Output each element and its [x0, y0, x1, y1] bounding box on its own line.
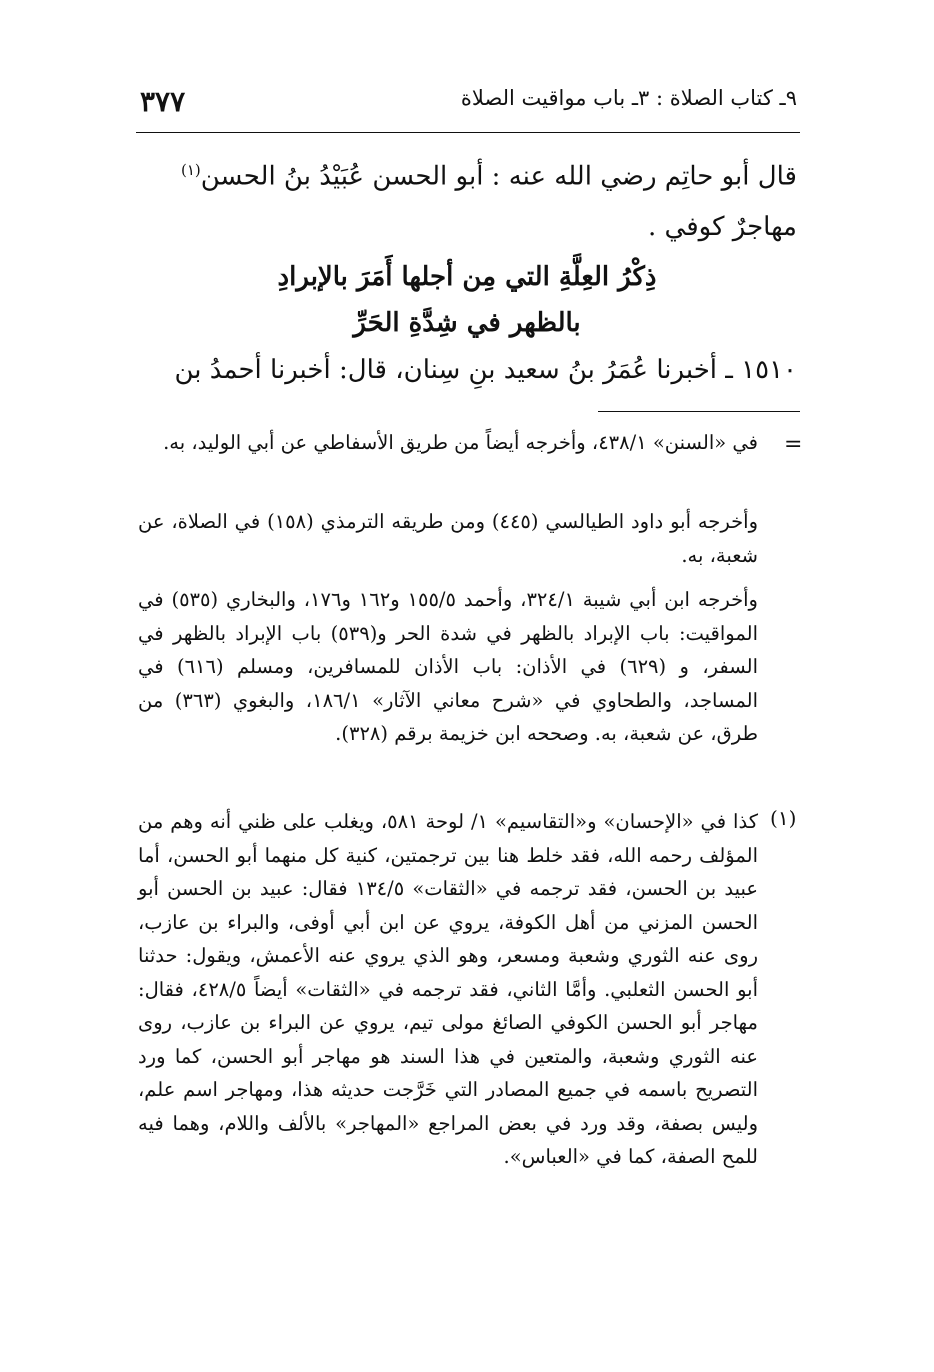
hadith-chain-line: ١٥١٠ ـ أخبرنا عُمَرُ بنُ سعيد بنِ سِنان، قال: أخبرنا أحمدُ بن	[174, 355, 797, 385]
section-heading-line-2: بالظهر في شِدَّةِ الحَرِّ	[353, 308, 581, 338]
footnote-text: كذا في «الإحسان» و«التقاسيم» ١/ لوحة ٥٨١، ويغلب على ظني أنه وهم من المؤلف رحمه الله، فقد خلط هنا بين ترجمتين، كنية كل منهما أبو الحسن، أما عبيد بن الحسن، فقد ترجمه في «الثقات» ١٣٤/٥ فقال: عبيد بن الحسن أبو الحسن المزني من أهل الكوفة، يروي عن ابن أبي أوفى، والبراء بن عازب، روى عنه الثوري وشعبة ومسعر، وهو الذي يروي عنه الأعمش، ويقول: حدثنا أبو الحسن الثعلبي. وأمَّا الثاني، فقد ترجمه في «الثقات» أيضاً ٤٢٨/٥، فقال: مهاجر أبو الحسن الكوفي الصائغ مولى تيم، يروي عن البراء بن عازب، روى عنه الثوري وشعبة، والمتعين في هذا السند هو مهاجر أبو الحسن، كما ورد التصريح باسمه في جميع المصادر التي خَرَّجت حديثه هذا، ومهاجر اسم علم، وليس بصفة، وقد ورد في بعض المراجع «المهاجر» بالألف واللام، وهما فيه للمح الصفة، كما في «العباس».	[138, 810, 759, 1168]
footnote-paragraph-1	[138, 426, 758, 460]
header-divider	[136, 132, 800, 133]
main-text-line-1	[140, 150, 797, 197]
section-heading-line-1: ذِكْرُ العِلَّةِ التي مِن أجلها أَمَرَ بالإبرادِ	[277, 262, 657, 292]
footnote-paragraph-3	[138, 583, 758, 751]
footnote-1	[138, 805, 758, 1174]
main-line-1-text: قال أبو حاتِم رضي الله عنه : أبو الحسن عُبَيْدُ بنُ الحسن	[200, 161, 797, 192]
footnote-text: وأخرجه ابن أبي شيبة ٣٢٤/١، وأحمد ١٥٥/٥ و١٦٢ و١٧٦، والبخاري (٥٣٥) في المواقيت: باب الإبراد بالظهر في شدة الحر و(٥٣٩) باب الإبراد بالظهر في السفر، و (٦٢٩) في الأذان: باب الأذان للمسافرين، ومسلم (٦١٦) في المساجد، والطحاوي في «شرح معاني الآثار» ١٨٦/١، والبغوي (٣٦٣) من طرق، عن شعبة، به. وصححه ابن خزيمة برقم (٣٢٨).	[138, 588, 758, 745]
continuation-marker: =	[784, 432, 803, 457]
footnote-paragraph-2	[138, 505, 758, 572]
running-title: ٩ـ كتاب الصلاة : ٣ـ باب مواقيت الصلاة	[460, 86, 797, 110]
footnote-divider	[598, 411, 800, 412]
footnote-number: (١)	[770, 806, 797, 830]
footnote-text: وأخرجه أبو داود الطيالسي (٤٤٥) ومن طريقه الترمذي (١٥٨) في الصلاة، عن شعبة، به.	[138, 510, 759, 567]
page-number: ٣٧٧	[140, 85, 186, 118]
footnote-text: في «السنن» ٤٣٨/١، وأخرجه أيضاً من طريق الأسفاطي عن أبي الوليد، به.	[163, 431, 758, 454]
footnote-reference: (١)	[180, 161, 201, 179]
main-text-line-2: مهاجرٌ كوفي .	[648, 212, 797, 242]
